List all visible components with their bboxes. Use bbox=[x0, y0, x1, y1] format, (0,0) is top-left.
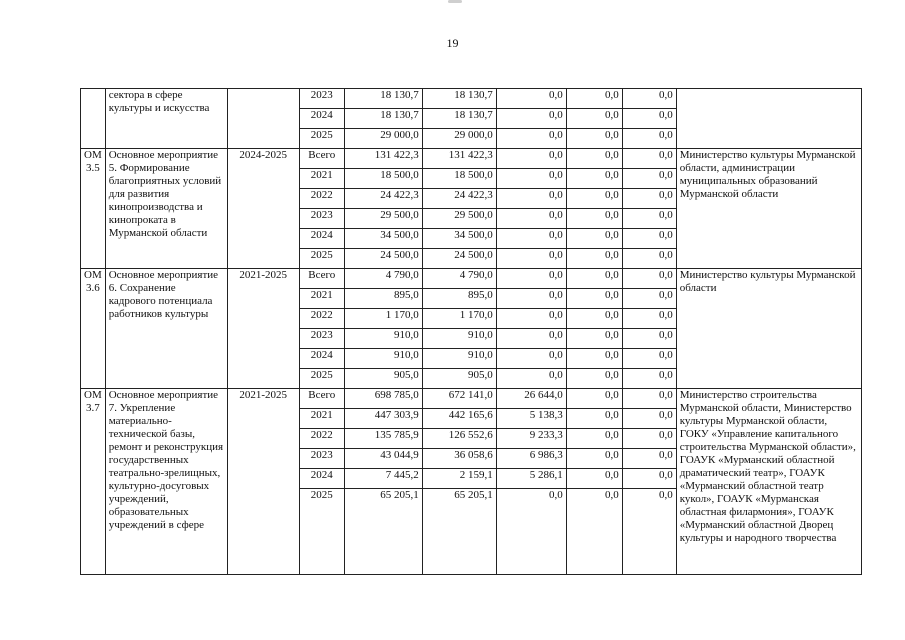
local-budget-cell: 0,0 bbox=[566, 289, 622, 309]
local-budget-cell: 0,0 bbox=[566, 209, 622, 229]
total-cell: 18 130,7 bbox=[344, 89, 422, 109]
year-cell: 2024 bbox=[299, 109, 344, 129]
activity-period-cell: 2024-2025 bbox=[227, 149, 299, 269]
other-sources-cell: 0,0 bbox=[622, 129, 676, 149]
federal-budget-cell: 0,0 bbox=[496, 149, 566, 169]
total-cell: 895,0 bbox=[344, 289, 422, 309]
other-sources-cell: 0,0 bbox=[622, 229, 676, 249]
activity-period-cell: 2021-2025 bbox=[227, 269, 299, 389]
local-budget-cell: 0,0 bbox=[566, 149, 622, 169]
other-sources-cell: 0,0 bbox=[622, 249, 676, 269]
activity-name-cell: Основное мероприятие 6. Сохранение кадрового потенциала работников культуры bbox=[105, 269, 227, 389]
federal-budget-cell: 0,0 bbox=[496, 489, 566, 575]
local-budget-cell: 0,0 bbox=[566, 129, 622, 149]
table-row bbox=[81, 89, 862, 109]
year-cell: 2021 bbox=[299, 289, 344, 309]
local-budget-cell: 0,0 bbox=[566, 109, 622, 129]
federal-budget-cell: 0,0 bbox=[496, 289, 566, 309]
other-sources-cell: 0,0 bbox=[622, 89, 676, 109]
other-sources-cell: 0,0 bbox=[622, 109, 676, 129]
other-sources-cell: 0,0 bbox=[622, 429, 676, 449]
regional-budget-cell: 24 422,3 bbox=[422, 189, 496, 209]
local-budget-cell: 0,0 bbox=[566, 89, 622, 109]
table-row bbox=[81, 389, 862, 409]
other-sources-cell: 0,0 bbox=[622, 149, 676, 169]
federal-budget-cell: 0,0 bbox=[496, 229, 566, 249]
other-sources-cell: 0,0 bbox=[622, 189, 676, 209]
regional-budget-cell: 910,0 bbox=[422, 329, 496, 349]
total-cell: 7 445,2 bbox=[344, 469, 422, 489]
program-activities-table bbox=[80, 88, 862, 575]
other-sources-cell: 0,0 bbox=[622, 329, 676, 349]
federal-budget-cell: 5 286,1 bbox=[496, 469, 566, 489]
year-cell: 2021 bbox=[299, 409, 344, 429]
scan-artifact bbox=[448, 0, 462, 3]
regional-budget-cell: 18 500,0 bbox=[422, 169, 496, 189]
other-sources-cell: 0,0 bbox=[622, 409, 676, 429]
federal-budget-cell: 0,0 bbox=[496, 169, 566, 189]
executor-cell bbox=[676, 89, 861, 149]
other-sources-cell: 0,0 bbox=[622, 349, 676, 369]
other-sources-cell: 0,0 bbox=[622, 209, 676, 229]
total-cell: 910,0 bbox=[344, 349, 422, 369]
total-cell: 65 205,1 bbox=[344, 489, 422, 575]
year-cell: 2022 bbox=[299, 189, 344, 209]
year-cell: 2022 bbox=[299, 309, 344, 329]
year-cell: 2022 bbox=[299, 429, 344, 449]
activity-name-cell: Основное мероприятие 5. Формирование благоприятных условий для развития кинопроизводства и кинопроката в Мурманской области bbox=[105, 149, 227, 269]
year-cell: 2021 bbox=[299, 169, 344, 189]
local-budget-cell: 0,0 bbox=[566, 349, 622, 369]
other-sources-cell: 0,0 bbox=[622, 169, 676, 189]
other-sources-cell: 0,0 bbox=[622, 369, 676, 389]
activity-code-cell: ОМ 3.6 bbox=[81, 269, 106, 389]
local-budget-cell: 0,0 bbox=[566, 229, 622, 249]
year-cell: 2023 bbox=[299, 329, 344, 349]
local-budget-cell: 0,0 bbox=[566, 329, 622, 349]
year-cell: Всего bbox=[299, 269, 344, 289]
year-cell: 2025 bbox=[299, 369, 344, 389]
local-budget-cell: 0,0 bbox=[566, 449, 622, 469]
local-budget-cell: 0,0 bbox=[566, 469, 622, 489]
local-budget-cell: 0,0 bbox=[566, 369, 622, 389]
executor-cell: Министерство культуры Мурманской области bbox=[676, 269, 861, 389]
total-cell: 29 000,0 bbox=[344, 129, 422, 149]
regional-budget-cell: 131 422,3 bbox=[422, 149, 496, 169]
regional-budget-cell: 29 500,0 bbox=[422, 209, 496, 229]
federal-budget-cell: 6 986,3 bbox=[496, 449, 566, 469]
total-cell: 18 500,0 bbox=[344, 169, 422, 189]
regional-budget-cell: 126 552,6 bbox=[422, 429, 496, 449]
total-cell: 131 422,3 bbox=[344, 149, 422, 169]
year-cell: 2025 bbox=[299, 249, 344, 269]
local-budget-cell: 0,0 bbox=[566, 489, 622, 575]
other-sources-cell: 0,0 bbox=[622, 469, 676, 489]
activity-code-cell bbox=[81, 89, 106, 149]
regional-budget-cell: 18 130,7 bbox=[422, 109, 496, 129]
total-cell: 910,0 bbox=[344, 329, 422, 349]
federal-budget-cell: 0,0 bbox=[496, 349, 566, 369]
regional-budget-cell: 895,0 bbox=[422, 289, 496, 309]
federal-budget-cell: 0,0 bbox=[496, 369, 566, 389]
year-cell: 2024 bbox=[299, 469, 344, 489]
regional-budget-cell: 34 500,0 bbox=[422, 229, 496, 249]
local-budget-cell: 0,0 bbox=[566, 189, 622, 209]
year-cell: 2024 bbox=[299, 349, 344, 369]
total-cell: 34 500,0 bbox=[344, 229, 422, 249]
year-cell: 2025 bbox=[299, 129, 344, 149]
year-cell: 2023 bbox=[299, 449, 344, 469]
activity-period-cell bbox=[227, 89, 299, 149]
local-budget-cell: 0,0 bbox=[566, 169, 622, 189]
other-sources-cell: 0,0 bbox=[622, 269, 676, 289]
total-cell: 43 044,9 bbox=[344, 449, 422, 469]
total-cell: 698 785,0 bbox=[344, 389, 422, 409]
total-cell: 1 170,0 bbox=[344, 309, 422, 329]
local-budget-cell: 0,0 bbox=[566, 249, 622, 269]
total-cell: 447 303,9 bbox=[344, 409, 422, 429]
other-sources-cell: 0,0 bbox=[622, 449, 676, 469]
local-budget-cell: 0,0 bbox=[566, 429, 622, 449]
activity-period-cell: 2021-2025 bbox=[227, 389, 299, 575]
page-number: 19 bbox=[446, 36, 459, 50]
regional-budget-cell: 36 058,6 bbox=[422, 449, 496, 469]
year-cell: 2024 bbox=[299, 229, 344, 249]
other-sources-cell: 0,0 bbox=[622, 309, 676, 329]
year-cell: 2023 bbox=[299, 89, 344, 109]
regional-budget-cell: 24 500,0 bbox=[422, 249, 496, 269]
federal-budget-cell: 0,0 bbox=[496, 109, 566, 129]
executor-cell: Министерство культуры Мурманской области, администрации муниципальных образований Мурманской области bbox=[676, 149, 861, 269]
federal-budget-cell: 0,0 bbox=[496, 269, 566, 289]
activity-code-cell: ОМ 3.7 bbox=[81, 389, 106, 575]
table-row bbox=[81, 149, 862, 169]
regional-budget-cell: 2 159,1 bbox=[422, 469, 496, 489]
year-cell: Всего bbox=[299, 389, 344, 409]
regional-budget-cell: 672 141,0 bbox=[422, 389, 496, 409]
local-budget-cell: 0,0 bbox=[566, 389, 622, 409]
total-cell: 905,0 bbox=[344, 369, 422, 389]
total-cell: 24 422,3 bbox=[344, 189, 422, 209]
regional-budget-cell: 905,0 bbox=[422, 369, 496, 389]
federal-budget-cell: 0,0 bbox=[496, 329, 566, 349]
other-sources-cell: 0,0 bbox=[622, 389, 676, 409]
regional-budget-cell: 1 170,0 bbox=[422, 309, 496, 329]
other-sources-cell: 0,0 bbox=[622, 289, 676, 309]
activity-code-cell: ОМ 3.5 bbox=[81, 149, 106, 269]
total-cell: 4 790,0 bbox=[344, 269, 422, 289]
regional-budget-cell: 18 130,7 bbox=[422, 89, 496, 109]
total-cell: 24 500,0 bbox=[344, 249, 422, 269]
total-cell: 135 785,9 bbox=[344, 429, 422, 449]
regional-budget-cell: 65 205,1 bbox=[422, 489, 496, 575]
regional-budget-cell: 29 000,0 bbox=[422, 129, 496, 149]
activity-name-cell: Основное мероприятие 7. Укрепление материально-технической базы, ремонт и реконструкция государственных театрально-зрелищных, культурно-досуговых учреждений, образовательных учреждений в сфере bbox=[105, 389, 227, 575]
federal-budget-cell: 0,0 bbox=[496, 129, 566, 149]
federal-budget-cell: 0,0 bbox=[496, 249, 566, 269]
executor-cell: Министерство строительства Мурманской области, Министерство культуры Мурманской области, ГОКУ «Управление капитального строительства Мурманской области», ГОАУК «Мурманский областной драматический театр», ГОАУК «Мурманский областной театр кукол», ГОАУК «Мурманская областная филармония», ГОАУК «Мурманский областной Дворец культуры и народного творчества bbox=[676, 389, 861, 575]
regional-budget-cell: 442 165,6 bbox=[422, 409, 496, 429]
regional-budget-cell: 910,0 bbox=[422, 349, 496, 369]
federal-budget-cell: 5 138,3 bbox=[496, 409, 566, 429]
year-cell: 2023 bbox=[299, 209, 344, 229]
federal-budget-cell: 9 233,3 bbox=[496, 429, 566, 449]
federal-budget-cell: 0,0 bbox=[496, 209, 566, 229]
total-cell: 18 130,7 bbox=[344, 109, 422, 129]
total-cell: 29 500,0 bbox=[344, 209, 422, 229]
federal-budget-cell: 0,0 bbox=[496, 189, 566, 209]
federal-budget-cell: 0,0 bbox=[496, 309, 566, 329]
table-row bbox=[81, 269, 862, 289]
local-budget-cell: 0,0 bbox=[566, 409, 622, 429]
activity-name-cell: сектора в сфере культуры и искусства bbox=[105, 89, 227, 149]
local-budget-cell: 0,0 bbox=[566, 269, 622, 289]
federal-budget-cell: 0,0 bbox=[496, 89, 566, 109]
other-sources-cell: 0,0 bbox=[622, 489, 676, 575]
year-cell: 2025 bbox=[299, 489, 344, 575]
local-budget-cell: 0,0 bbox=[566, 309, 622, 329]
federal-budget-cell: 26 644,0 bbox=[496, 389, 566, 409]
regional-budget-cell: 4 790,0 bbox=[422, 269, 496, 289]
year-cell: Всего bbox=[299, 149, 344, 169]
